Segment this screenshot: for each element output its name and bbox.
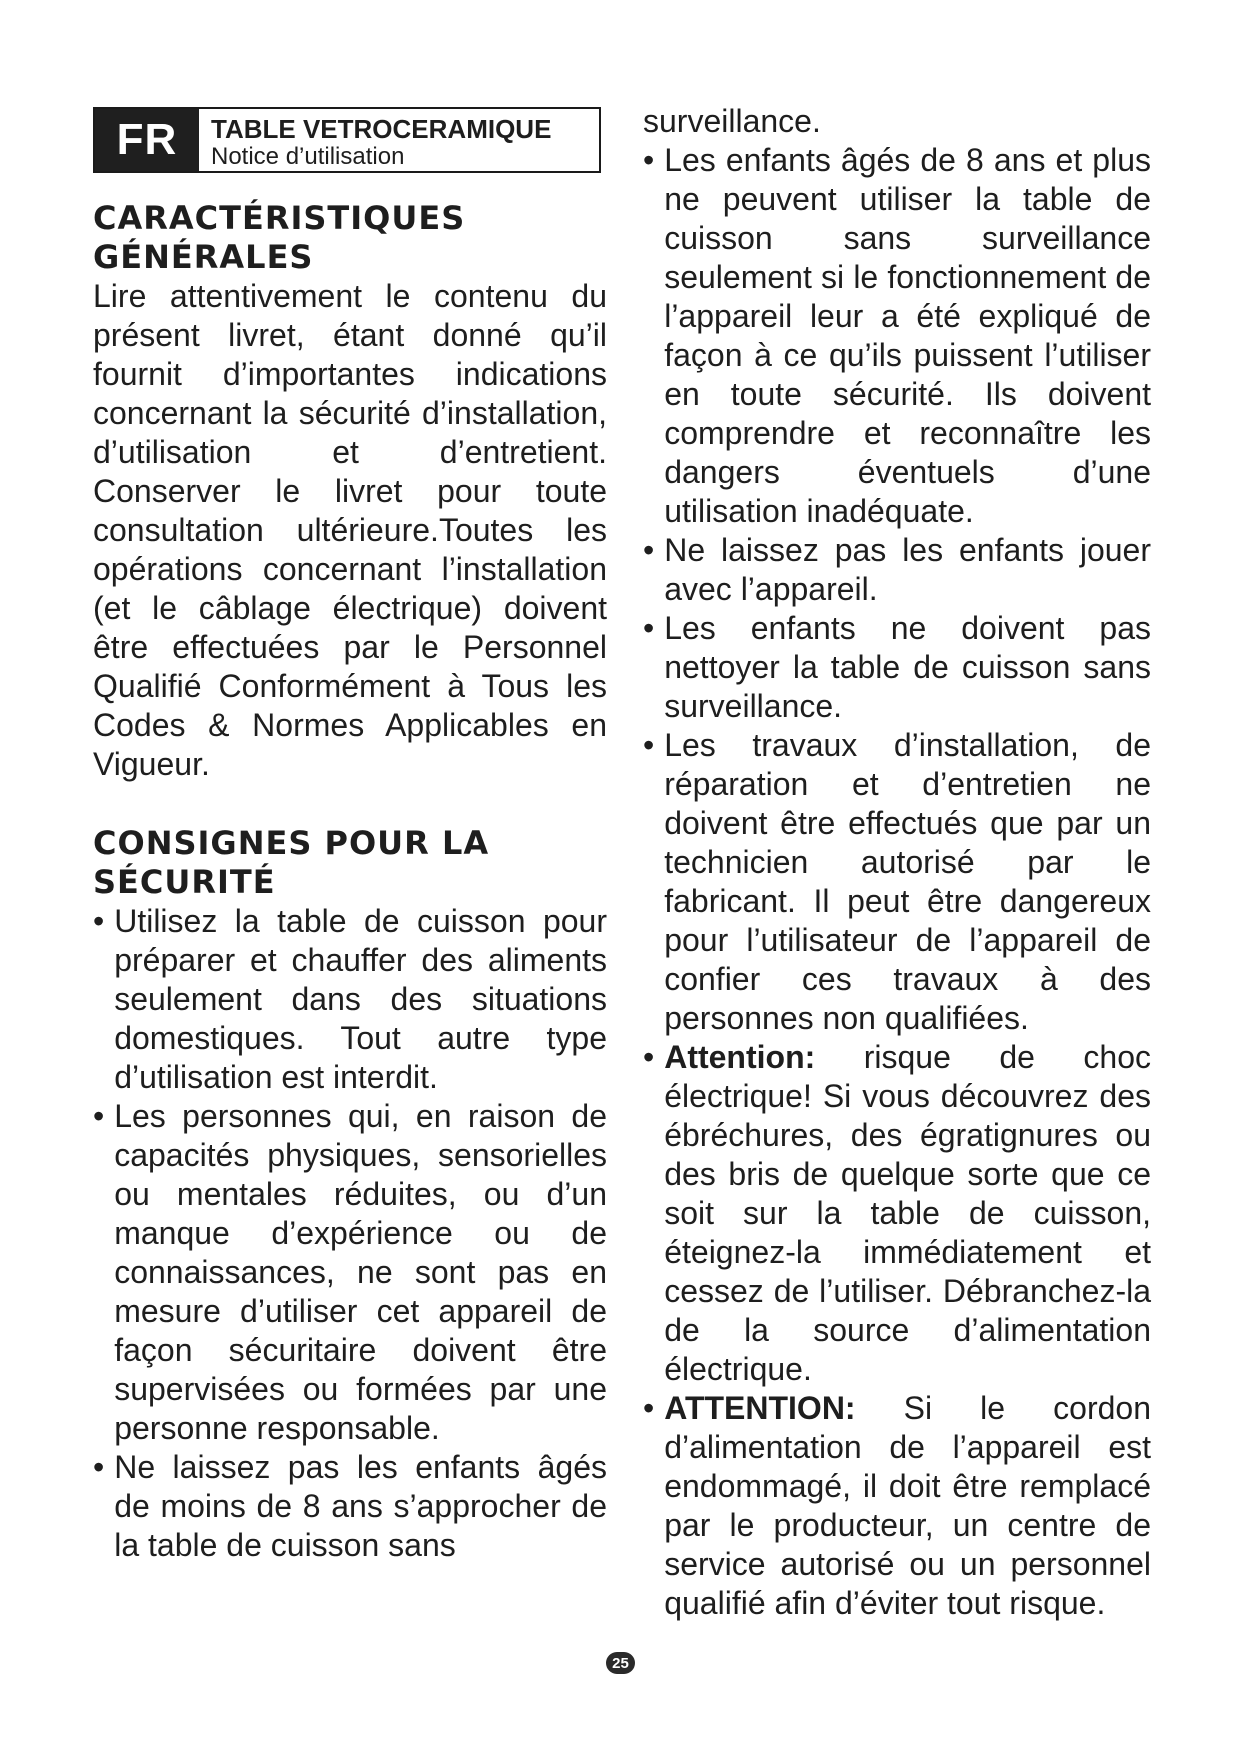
bullet-icon: • — [93, 1098, 105, 1134]
safety-bullet: • Ne laissez pas les enfants âgés de moins de 8 ans s’approcher de la table de cuisson sans — [93, 1449, 607, 1563]
bullet-icon: • — [93, 1449, 105, 1485]
bullet-icon: • — [643, 142, 655, 178]
general-paragraph: Lire attentivement le contenu du présent livret, étant donné qu’il fournit d’importantes indications concernant la sécurité d’installation, d’utilisation et d’entretient. Conserver le livret pour toute consultation ultérieure.Toutes les opérations concernant l’installation (et le câblage électrique) doivent être effectuées par le Personnel Qualifié Conformément à Tous les Codes & Normes Applicables en Vigueur. — [93, 278, 607, 782]
safety-bullet: • Ne laissez pas les enfants jouer avec l’appareil. — [643, 532, 1151, 607]
warning-bullet-electric: • Attention: risque de choc électrique! Si vous découvrez des ébréchures, des égratignures ou des bris de quelque sorte que ce soit sur la table de cuisson, éteignez-la immédiatement et cessez de l’utiliser. Débranchez-la de la source d’alimentation électrique. — [643, 1039, 1152, 1387]
bullet-icon: • — [643, 610, 655, 646]
bullet-icon: • — [643, 727, 655, 763]
section-heading-general: CARACTÉRISTIQUES GÉNÉRALES — [93, 199, 466, 276]
page-number: 25 — [606, 1652, 635, 1674]
safety-bullet: • Les enfants ne doivent pas nettoyer la table de cuisson sans surveillance. — [643, 610, 1151, 724]
warning-label: Attention: — [664, 1039, 816, 1075]
warning-bullet-cord: • ATTENTION: Si le cordon d’alimentation de l’appareil est endommagé, il doit être remplacé par le producteur, un centre de service autorisé ou un personnel qualifié afin d’éviter tout risque. — [643, 1390, 1152, 1621]
section-heading-safety: CONSIGNES POUR LA SÉCURITÉ — [93, 824, 490, 901]
bullet-icon: • — [93, 903, 105, 939]
safety-bullet: • Les travaux d’installation, de réparation et d’entretien ne doivent être effectués que par un technicien autorisé par le fabricant. Il peut être dangereux pour l’utilisateur de l’appareil de confier ces travaux à des personnes non qualifiées. — [643, 727, 1151, 1036]
header-text — [199, 109, 551, 171]
safety-bullet: • Les personnes qui, en raison de capacités physiques, sensorielles ou mentales réduites, ou d’un manque d’expérience ou de connaissances, ne sont pas en mesure d’utiliser cet appareil de façon sécuritaire doivent être supervisées ou formées par une personne responsable. — [93, 1098, 607, 1446]
warning-label: ATTENTION: — [664, 1390, 856, 1426]
right-column — [643, 102, 1151, 1623]
document-subtitle: Notice d’utilisation — [211, 143, 405, 170]
bullet-icon: • — [643, 1039, 655, 1075]
language-badge: FR — [95, 109, 199, 171]
document-header — [93, 107, 601, 173]
bullet-icon: • — [643, 532, 655, 568]
safety-bullet: • Les enfants âgés de 8 ans et plus ne peuvent utiliser la table de cuisson sans surveillance seulement si le fonctionnement de l’appareil leur a été expliqué de façon à ce qu’ils puissent l’utiliser en toute sécurité. Ils doivent comprendre et reconnaître les dangers éventuels d’une utilisation inadéquate. — [643, 142, 1151, 529]
continuation-text: surveillance. — [643, 103, 821, 139]
left-column — [93, 199, 607, 1565]
product-title: TABLE VETROCERAMIQUE — [211, 114, 552, 144]
bullet-icon: • — [643, 1390, 655, 1426]
safety-bullet: • Utilisez la table de cuisson pour préparer et chauffer des aliments seulement dans des situations domestiques. Tout autre type d’utilisation est interdit. — [93, 903, 607, 1095]
